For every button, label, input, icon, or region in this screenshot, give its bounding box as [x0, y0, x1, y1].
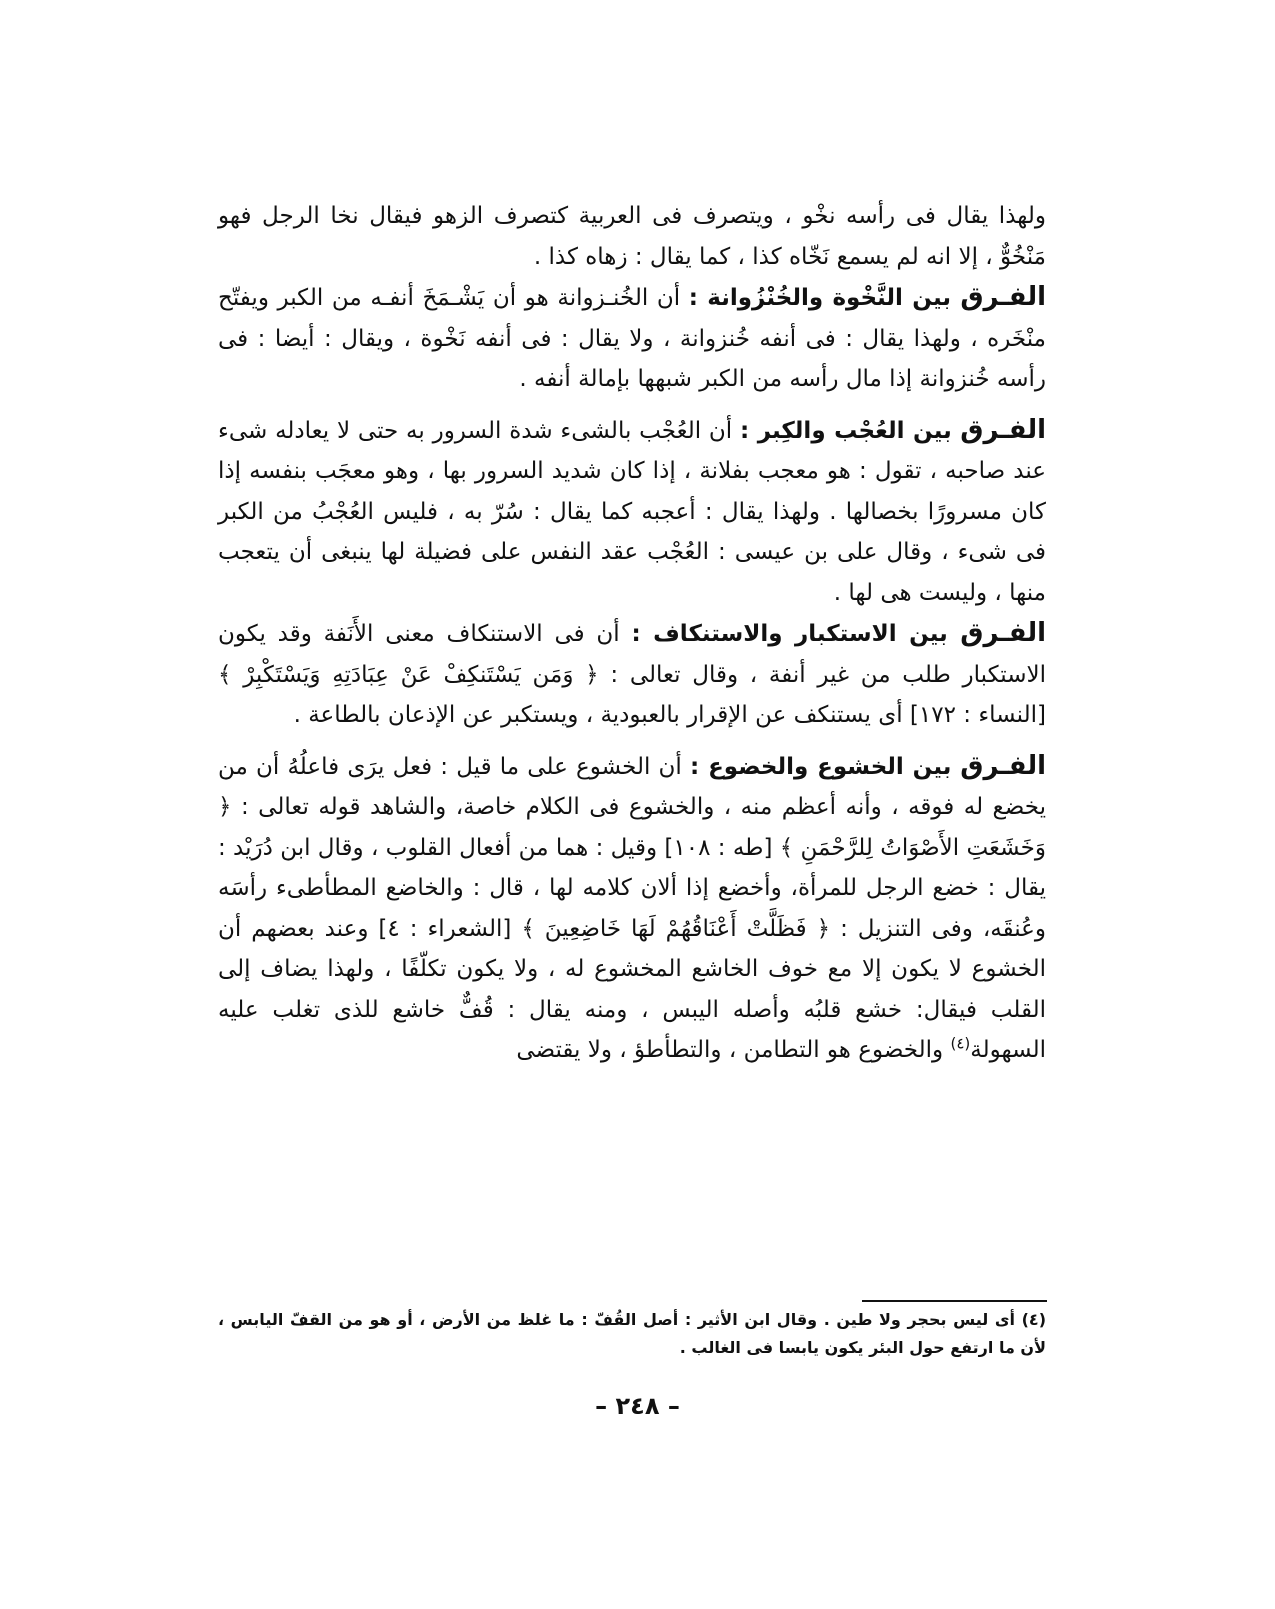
heading-keyword: الفـرق [960, 618, 1046, 648]
main-text [218, 196, 1046, 1071]
paragraph-body: أن فى الاستنكاف معنى الأَنَفة وقد يكون الاستكبار طلب من غير أنفة ، وقال تعالى : ﴿ وَمَن يَسْتَنكِفْ عَنْ عِبَادَتِهِ وَيَسْتَكْبِرْ ﴾ [النساء : ١٧٢] أى يستنكف عن الإقرار بالعبودية ، ويستكبر عن الإذعان بالطاعة . [218, 621, 1046, 728]
heading-text: بين العُجْب والكِبر : [740, 417, 952, 444]
paragraph-body-continued: والخضوع هو التطامن ، والتطأطؤ ، ولا يقتضى [516, 1037, 944, 1063]
paragraph-body: أن الخشوع على ما قيل : فعل يرَى فاعلُهُ أن من يخضع له فوقه ، وأنه أعظم منه ، والخشوع فى الكلام خاصة، والشاهد قوله تعالى : ﴿ وَخَشَعَتِ الأَصْوَاتُ لِلرَّحْمَنِ ﴾ [طه : ١٠٨] وقيل : هما من أفعال القلوب ، وقال ابن دُرَيْد : يقال : خضع الرجل للمرأة، وأخضع إذا ألان كلامه لها ، قال : والخاضع المطأطىء رأسَه وعُنقَه، وفى التنزيل : ﴿ فَظَلَّتْ أَعْنَاقُهُمْ لَهَا خَاضِعِينَ ﴾ [الشعراء : ٤] وعند بعضهم أن الخشوع لا يكون إلا مع خوف الخاشع المخشوع له ، ولا يكون تكلّفًا ، ولهذا يضاف إلى القلب فيقال: خشع قلبُه وأصله اليبس ، ومنه يقال : قُفٌّ خاشع للذى تغلب عليه السهولة [218, 753, 1046, 1063]
heading-text: بين الخشوع والخضوع : [690, 753, 952, 780]
heading-text: بين الاستكبار والاستنكاف : [631, 621, 948, 647]
paragraph-body: أن الخُنـزوانة هو أن يَشْـمَخَ أنفـه من الكبر ويفتّح منْخَره ، ولهذا يقال : فى أنفه خُنزوانة ، ولا يقال : فى أنفه نَخْوة ، ويقال : أيضا : فى رأسه خُنزوانة إذا مال رأسه من الكبر شبهها بإمالة أنفه . [218, 285, 1046, 392]
heading-text: بين النَّخْوة والخُنْزُوانة : [688, 285, 951, 311]
section-heading [631, 618, 1046, 648]
paragraph-intro [218, 196, 1046, 277]
paragraph-body: أن العُجْب بالشىء شدة السرور به حتى لا يعادله شىء عند صاحبه ، تقول : هو معجب بفلانة ، إذا كان شديد السرور بها ، وهو معجَب بنفسه إذا كان مسرورًا بخصالها . ولهذا يقال : أعجبه كما يقال : سُرّ به ، فليس العُجْبُ من الكبر فى شىء ، وقال على بن عيسى : العُجْب عقد النفس على فضيلة لها ينبغى أن يتعجب منها ، وليست هى لها . [218, 417, 1046, 606]
footnote: (٤) أى ليس بحجر ولا طين . وقال ابن الأثير : أصل القُفّ : ما غلظ من الأرض ، أو هو من القفّ اليابس ، لأن ما ارتفع حول البئر يكون يابسا فى الغالب . [218, 1310, 1046, 1357]
section-heading [690, 750, 1046, 781]
section-heading [740, 414, 1046, 445]
heading-keyword: الفـرق [960, 750, 1046, 781]
paragraph-ujb [218, 410, 1046, 614]
paragraph-istikbar [218, 613, 1046, 736]
paragraph-khushu [218, 746, 1046, 1071]
paragraph-nakhwa [218, 277, 1046, 400]
page-number: – ٢٤٨ – [595, 1392, 680, 1420]
section-heading [688, 282, 1047, 312]
footnote-divider [862, 1300, 1047, 1302]
heading-keyword: الفـرق [960, 414, 1046, 445]
paragraph-body: ولهذا يقال فى رأسه نخْو ، ويتصرف فى العربية كتصرف الزهو فيقال نخا الرجل فهو مَنْخُوٌّ ، إلا انه لم يسمع نَخّاه كذا ، كما يقال : زهاه كذا . [218, 203, 1046, 270]
heading-keyword: الفـرق [960, 282, 1047, 312]
footnote-marker: (٤) [950, 1034, 971, 1053]
